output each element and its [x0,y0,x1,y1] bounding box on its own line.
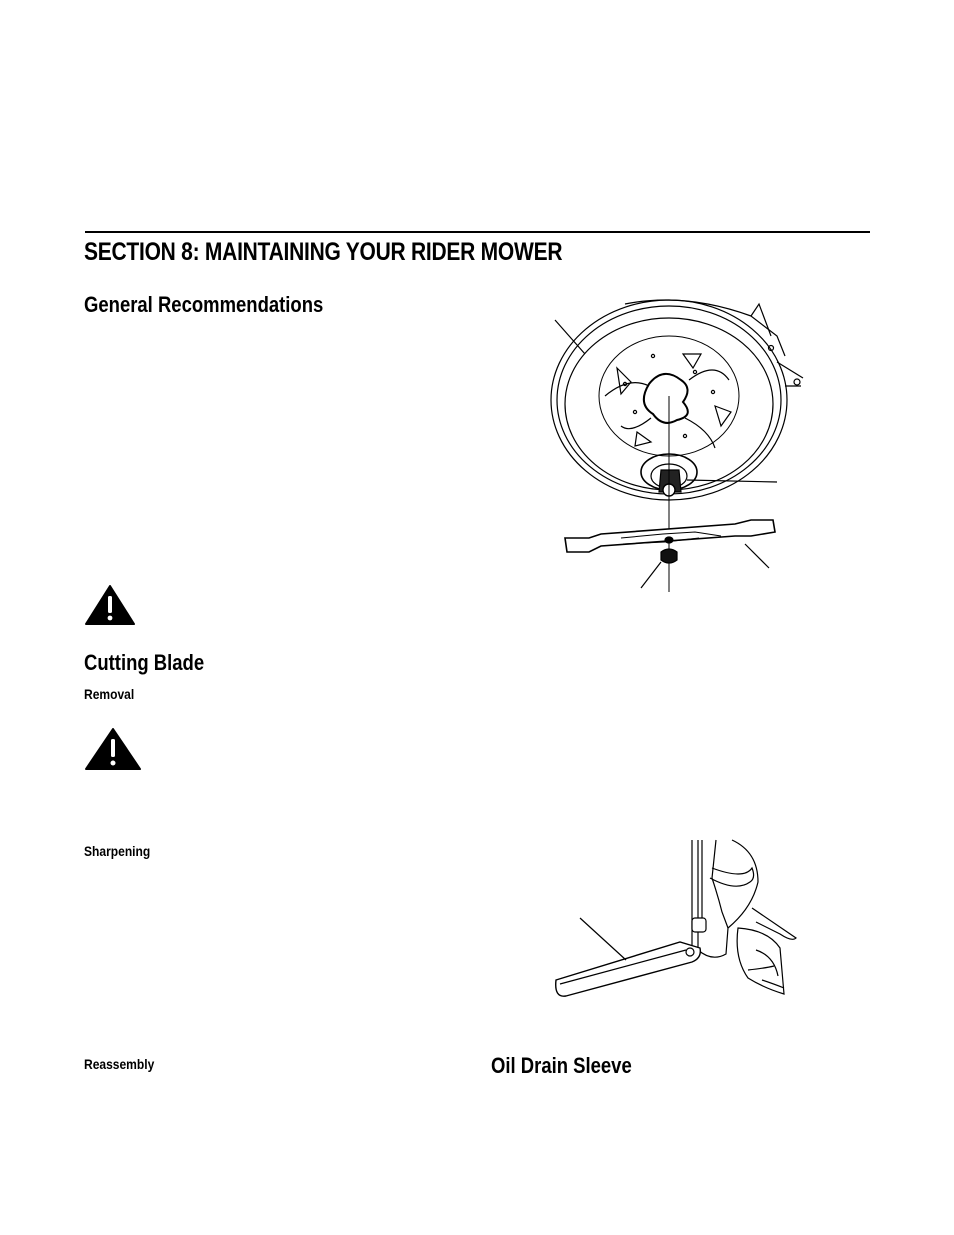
section-title: SECTION 8: MAINTAINING YOUR RIDER MOWER [84,238,563,266]
section-rule [85,231,870,233]
heading-oil-drain-sleeve: Oil Drain Sleeve [491,1053,632,1078]
subheading-removal: Removal [84,686,135,702]
oil-drain-sleeve-illustration [552,838,802,1002]
heading-general-recommendations: General Recommendations [84,292,324,317]
warning-triangle-icon [84,727,142,771]
subheading-sharpening: Sharpening [84,843,151,859]
heading-cutting-blade: Cutting Blade [84,650,205,675]
mower-deck-blade-illustration [545,296,815,592]
warning-triangle-icon [84,584,136,626]
subheading-reassembly: Reassembly [84,1056,155,1072]
